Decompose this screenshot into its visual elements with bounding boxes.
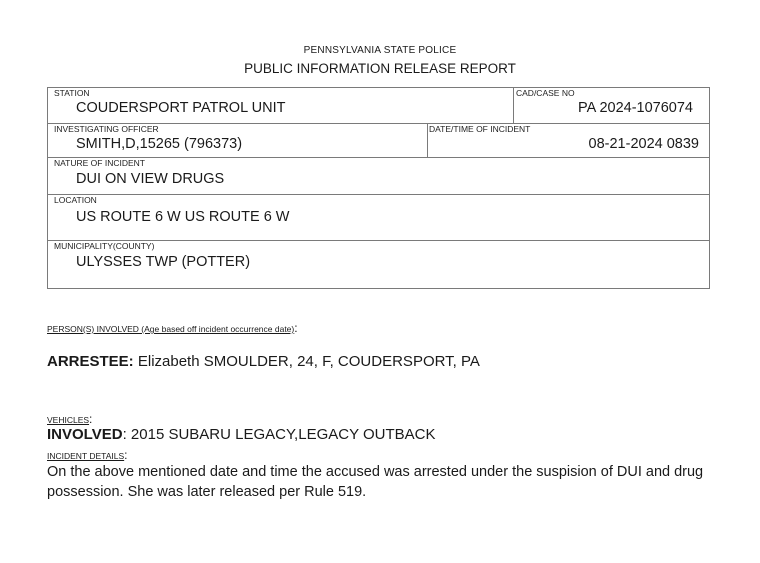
arrestee-role: ARRESTEE: [47,353,134,370]
nature-label: NATURE OF INCIDENT [54,158,145,168]
agency-name: PENNSYLVANIA STATE POLICE [303,45,457,56]
officer-value: SMITH,D,15265 (796373) [76,136,243,152]
form-divider [48,157,709,158]
vehicles-heading: VEHICLES [47,415,90,425]
datetime-value: 08-21-2024 0839 [588,136,699,152]
case-no-value: PA 2024-1076074 [577,100,693,116]
colon: : [89,412,93,426]
officer-label: INVESTIGATING OFFICER [54,124,159,134]
nature-value: DUI ON VIEW DRUGS [76,171,225,187]
station-label: STATION [54,88,90,98]
report-title: PUBLIC INFORMATION RELEASE REPORT [244,61,516,76]
vehicle-role: INVOLVED [47,426,123,443]
datetime-label: DATE/TIME OF INCIDENT [429,124,531,134]
arrestee-detail: Elizabeth SMOULDER, 24, F, COUDERSPORT, PA [133,353,480,370]
incident-details-heading: INCIDENT DETAILS [47,451,125,461]
municipality-value: ULYSSES TWP (POTTER) [76,254,251,270]
station-value: COUDERSPORT PATROL UNIT [76,100,286,116]
vehicle-line [47,426,435,443]
location-label: LOCATION [54,195,97,205]
colon: : [294,321,298,335]
arrestee-line [47,353,480,370]
case-no-label: CAD/CASE NO [516,88,575,98]
incident-form [47,87,710,289]
vehicle-detail: : 2015 SUBARU LEGACY,LEGACY OUTBACK [122,426,436,443]
location-value: US ROUTE 6 W US ROUTE 6 W [76,209,290,225]
form-divider [427,123,428,157]
persons-heading: PERSON(S) INVOLVED (Age based off incident occurrence date) [47,324,295,334]
persons-heading-line [47,319,298,337]
form-divider [48,194,709,195]
form-divider [513,88,514,123]
incident-details-text: On the above mentioned date and time the accused was arrested under the suspision of DUI and drug possession. She was later released per Rule 519. [47,464,704,500]
municipality-label: MUNICIPALITY(COUNTY) [54,241,155,251]
colon: : [124,448,128,462]
